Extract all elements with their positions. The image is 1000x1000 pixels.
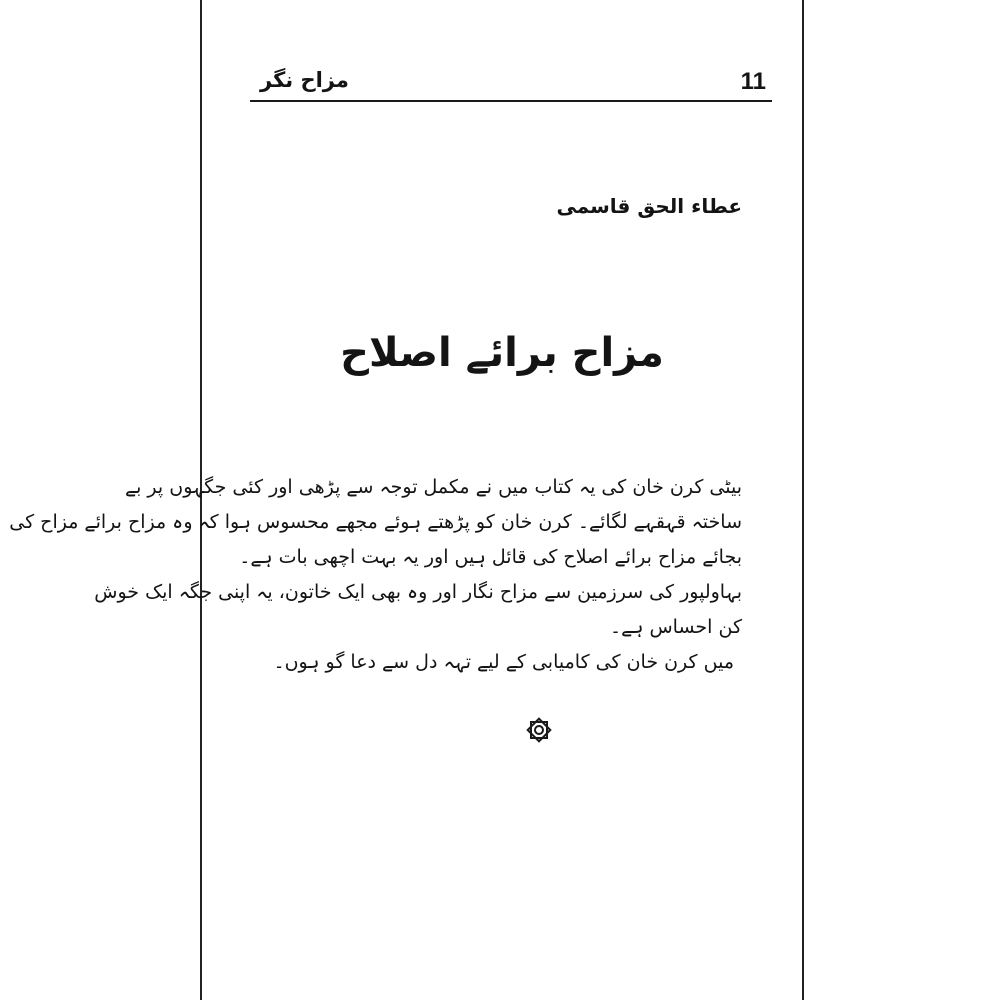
body-line: میں کرن خان کی کامیابی کے لیے تہہ دل سے دعا گو ہوں۔	[273, 651, 734, 673]
book-title: مزاح نگر	[260, 68, 349, 92]
body-line: کن احساس ہے۔	[610, 616, 742, 638]
author-name: عطاء الحق قاسمی	[556, 194, 742, 218]
body-line: بہاولپور کی سرزمین سے مزاح نگار اور وہ بھی ایک خاتون، یہ اپنی جگہ ایک خوش	[94, 581, 742, 603]
body-line: بجائے مزاح برائے اصلاح کی قائل ہیں اور یہ بہت اچھی بات ہے۔	[239, 546, 742, 568]
page-number: 11	[740, 68, 766, 95]
chapter-title: مزاح برائے اصلاح	[340, 330, 664, 376]
page-header	[250, 66, 772, 102]
star-ornament-icon	[524, 715, 554, 745]
book-page	[9, 0, 804, 1000]
body-text	[9, 470, 742, 680]
body-line: ساختہ قہقہے لگائے۔ کرن خان کو پڑھتے ہوئے مجھے محسوس ہوا کہ وہ مزاح برائے مزاح کی	[9, 511, 742, 533]
body-line: بیٹی کرن خان کی یہ کتاب میں نے مکمل توجہ سے پڑھی اور کئی جگہوں پر بے	[124, 476, 742, 498]
